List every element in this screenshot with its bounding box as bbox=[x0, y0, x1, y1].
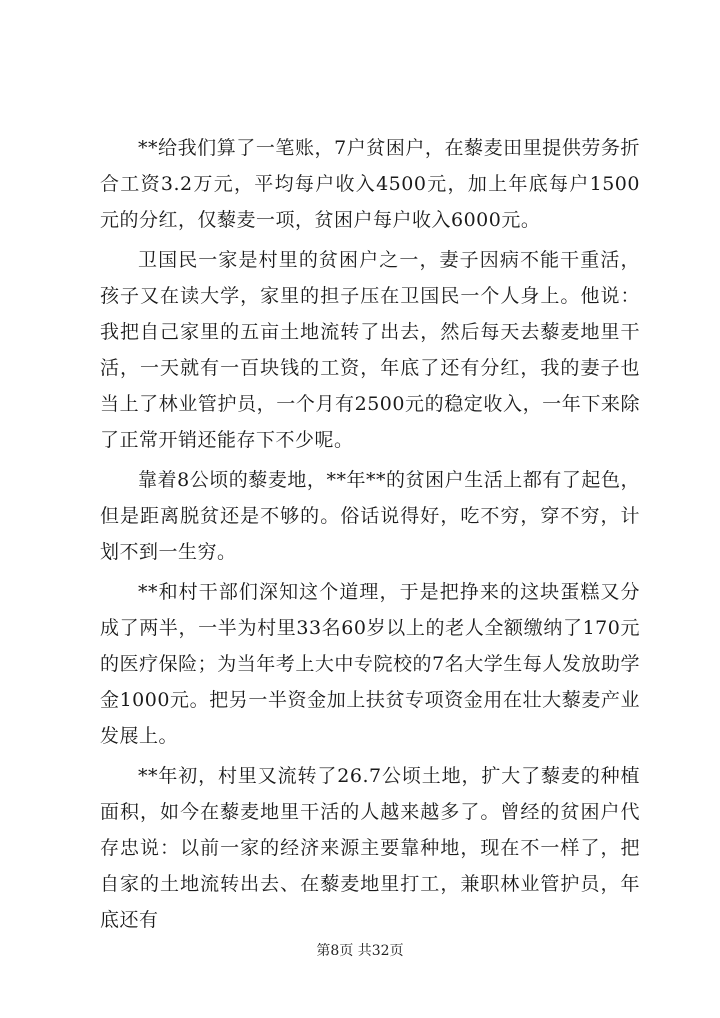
paragraph-2: 卫国民一家是村里的贫困户之一，妻子因病不能干重活，孩子又在读大学，家里的担子压在卫国民一个人身上。他说：我把自己家里的五亩土地流转了出去，然后每天去藜麦地里干活，一天就有一百块钱的工资，年底了还有分红，我的妻子也当上了林业管护员，一个月有2500元的稳定收入，一年下来除了正常开销还能存下不少呢。 bbox=[100, 249, 640, 451]
page-footer: 第8页 共32页 bbox=[316, 943, 404, 959]
paragraph-4: **和村干部们深知这个道理，于是把挣来的这块蛋糕又分成了两半，一半为村里33名60岁以上的老人全额缴纳了170元的医疗保险；为当年考上大中专院校的7名大学生每人发放助学金1000元。把另一半资金加上扶贫专项资金用在壮大藜麦产业发展上。 bbox=[100, 581, 640, 747]
paragraph-1: **给我们算了一笔账，7户贫困户，在藜麦田里提供劳务折合工资3.2万元，平均每户收入4500元，加上年底每户1500元的分红，仅藜麦一项，贫困户每户收入6000元。 bbox=[100, 137, 640, 231]
paragraph-5: **年初，村里又流转了26.7公顷土地，扩大了藜麦的种植面积，如今在藜麦地里干活的人越来越多了。曾经的贫困户代存忠说：以前一家的经济来源主要靠种地，现在不一样了，把自家的土地流转出去、在藜麦地里打工，兼职林业管护员，年底还有 bbox=[100, 765, 640, 931]
document-body bbox=[100, 130, 640, 942]
paragraph-3: 靠着8公顷的藜麦地，**年**的贫困户生活上都有了起色，但是距离脱贫还是不够的。俗话说得好，吃不穷，穿不穷，计划不到一生穷。 bbox=[100, 469, 640, 563]
